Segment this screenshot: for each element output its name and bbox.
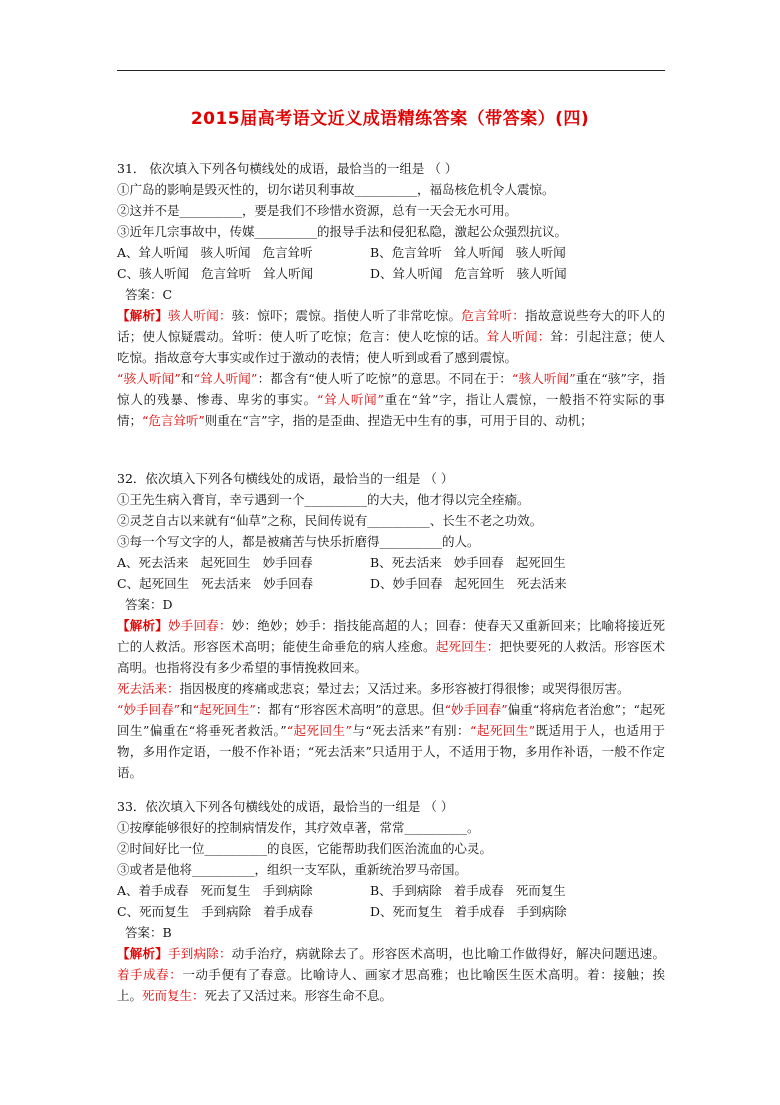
- sentence-3: ③或者是他将__________，组织一支军队，重新统治罗马帝国。: [117, 862, 468, 877]
- keyword: 起死回生：: [435, 639, 500, 654]
- quoted-idiom: “骇人听闻”: [511, 371, 576, 386]
- explanation: 重在“骇”字，指惊人的残暴、惨毒、卑劣的事实。: [117, 371, 665, 407]
- keyword: 死而复生：: [142, 988, 205, 1003]
- answer: 答案：C: [125, 287, 173, 302]
- sentence-2: ②时间好比一位__________的良医，它能帮助我们医治流血的心灵。: [117, 841, 493, 856]
- explanation: 把快要死的人救活。形容医术高明。也指将没有多少希望的事情挽救回来。: [117, 639, 665, 675]
- quoted-idiom: “耸人听闻”: [316, 392, 384, 407]
- analysis-comparison: [117, 368, 665, 431]
- question-33: [117, 796, 665, 1006]
- explanation: 骇：惊吓；震惊。指使人听了非常吃惊。: [231, 308, 462, 323]
- explanation: ：都含有“使人听了吃惊”的意思。不同在于：: [257, 371, 512, 386]
- question-31: [117, 158, 665, 431]
- keyword: 危言耸听：: [461, 308, 525, 323]
- analysis: [117, 305, 665, 368]
- explanation: 指因极度的疼痛或悲哀；晕过去；又活过来。多形容被打得很惨；或哭得很厉害。: [179, 681, 630, 696]
- explanation: 则重在“言”字，指的是歪曲、捏造无中生有的事，可用于目的、动机；: [204, 413, 593, 428]
- option-c: C、骇人听闻 危言耸听 耸人听闻: [117, 266, 314, 281]
- options-row-2: [117, 263, 665, 284]
- explanation: ：都有“形容医术高明”的意思。但: [255, 702, 445, 717]
- analysis-tag: 【解析】: [117, 308, 168, 323]
- options-row-1: [117, 552, 665, 573]
- explanation: 一动手便有了春意。比喻诗人、画家才思高雅；也比喻医生医术高明。着：接触；挨上。: [117, 967, 665, 1003]
- keyword: 死去活来：: [117, 681, 180, 696]
- question-stem: 32．依次填入下列各句横线处的成语，最恰当的一组是 （ ）: [117, 471, 454, 486]
- option-b: B、死去活来 妙手回春 起死回生: [370, 555, 566, 570]
- top-rule: [117, 70, 665, 71]
- quoted-idiom: “起死回生”: [469, 723, 536, 738]
- quoted-idiom: “妙手回春”: [444, 702, 508, 717]
- question-stem: 31． 依次填入下列各句横线处的成语，最恰当的一组是 （ ）: [117, 161, 458, 176]
- sentence-3: ③近年几宗事故中，传媒__________的报导手法和侵犯私隐，激起公众强烈抗议。: [117, 224, 568, 239]
- options-row-1: [117, 880, 665, 901]
- explanation: 妙：绝妙；妙手：指技能高超的人；回春：使春天又重新回来；比喻将接近死亡的人救活。形容医术高明；能使生命垂危的病人痊愈。: [117, 618, 665, 654]
- options-row-2: [117, 573, 665, 594]
- quoted-idiom: “危言耸听”: [142, 413, 205, 428]
- keyword: 手到病除：: [168, 946, 232, 961]
- option-b: B、手到病除 着手成春 死而复生: [370, 883, 566, 898]
- explanation: 动手治疗，病就除去了。形容医术高明，也比喻工作做得好，解决问题迅速。: [231, 946, 665, 961]
- sentence-3: ③每一个写文字的人，都是被痛苦与快乐折磨得__________的人。: [117, 534, 480, 549]
- option-a: A、死去活来 起死回生 妙手回春: [117, 555, 313, 570]
- question-32: [117, 468, 665, 783]
- analysis-tag: 【解析】: [117, 618, 168, 633]
- quoted-idiom: “起死回生”: [192, 702, 256, 717]
- options-row-1: [117, 242, 665, 263]
- option-a: A、着手成春 死而复生 手到病除: [117, 883, 313, 898]
- quoted-idiom: “耸人听闻”: [193, 371, 258, 386]
- sentence-2: ②灵芝自古以来就有“仙草”之称，民间传说有__________、长生不老之功效。: [117, 513, 543, 528]
- analysis: [117, 943, 665, 1006]
- option-d: D、死而复生 着手成春 手到病除: [370, 904, 567, 919]
- sentence-1: ①广岛的影响是毁灭性的，切尔诺贝利事故__________，福岛核危机令人震惊。: [117, 182, 555, 197]
- explanation: 既适用于人，也适用于物，多用作定语，一般不作补语；“死去活来”只适用于人，不适用于物，多用作补语，一般不作定语。: [117, 723, 666, 780]
- analysis: [117, 615, 665, 678]
- conjunction: 和: [180, 702, 193, 717]
- answer: 答案：B: [125, 925, 172, 940]
- quoted-idiom: “起死回生”: [286, 723, 352, 738]
- sentence-1: ①按摩能够很好的控制病情发作，其疗效卓著，常常__________。: [117, 820, 480, 835]
- keyword: 着手成春：: [117, 967, 183, 982]
- explanation: 偏重“将病危者治愈”；“起死回生”偏重在“将垂死者救活。”: [117, 702, 666, 738]
- option-d: D、耸人听闻 危言耸听 骇人听闻: [370, 266, 567, 281]
- explanation: 耸：引起注意；使人吃惊。指故意夸大事实或作过于激动的表情；使人听到或看了感到震惊。: [117, 329, 665, 365]
- answer: 答案：D: [125, 597, 173, 612]
- option-d: D、妙手回春 起死回生 死去活来: [370, 576, 567, 591]
- option-c: C、死而复生 手到病除 着手成春: [117, 904, 314, 919]
- analysis-2: [117, 678, 665, 699]
- keyword: 妙手回春：: [168, 618, 232, 633]
- option-a: A、耸人听闻 骇人听闻 危言耸听: [117, 245, 313, 260]
- quoted-idiom: “妙手回春”: [117, 702, 181, 717]
- explanation: 死去了又活过来。形容生命不息。: [204, 988, 393, 1003]
- analysis-tag: 【解析】: [117, 946, 168, 961]
- page-title: 2015届高考语文近义成语精练答案（带答案）(四): [190, 109, 590, 129]
- sentence-1: ①王先生病入膏肓，幸亏遇到一个__________的大夫，他才得以完全痊瘉。: [117, 492, 530, 507]
- option-b: B、危言耸听 耸人听闻 骇人听闻: [370, 245, 566, 260]
- conjunction: 和: [180, 371, 194, 386]
- option-c: C、起死回生 死去活来 妙手回春: [117, 576, 314, 591]
- explanation: 指故意说些夸大的吓人的话；使人惊疑震动。耸听：使人听了吃惊；危言：使人吃惊的话。: [117, 308, 665, 344]
- keyword: 耸人听闻：: [486, 329, 551, 344]
- explanation: 与“死去活来”有别：: [351, 723, 470, 738]
- quoted-idiom: “骇人听闻”: [117, 371, 181, 386]
- keyword: 骇人听闻：: [168, 308, 232, 323]
- explanation: 重在“耸”字，指让人震惊，一般指不符实际的事情；: [117, 392, 665, 428]
- options-row-2: [117, 901, 665, 922]
- question-stem: 33．依次填入下列各句横线处的成语，最恰当的一组是 （ ）: [117, 799, 454, 814]
- sentence-2: ②这并不是__________，要是我们不珍惜水资源，总有一天会无水可用。: [117, 203, 518, 218]
- analysis-comparison: [117, 699, 665, 783]
